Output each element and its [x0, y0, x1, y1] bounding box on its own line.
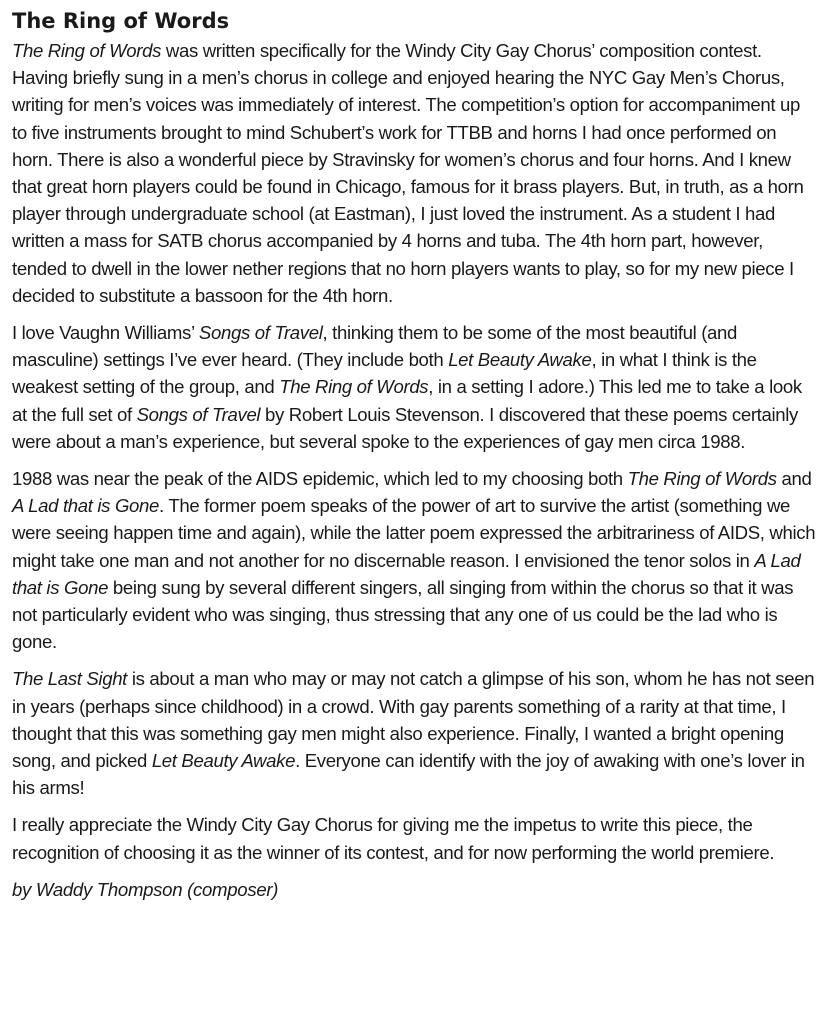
paragraph-2: [12, 319, 818, 455]
text-run: by Robert Louis Stevenson. I discovered that these poems certainly were about a man’s experience, but several spoke to the experiences of gay men circa 1988.: [12, 403, 798, 452]
text-run: . Everyone can identify with the joy of awaking with one’s lover in his arms!: [12, 750, 805, 799]
text-run: 1988 was near the peak of the AIDS epidemic, which led to my choosing both: [12, 468, 628, 490]
text-run: being sung by several different singers, all singing from within the chorus so that it was not particularly evident who was singing, thus stressing that any one of us could be the lad who is gone.: [12, 576, 794, 653]
italic-title-run: A Lad that is Gone: [12, 549, 801, 598]
author-byline: by Waddy Thompson (composer): [12, 878, 279, 900]
italic-title-run: Songs of Travel: [136, 403, 261, 425]
text-run: and: [776, 468, 812, 490]
italic-title-run: The Ring of Words: [12, 40, 162, 61]
text-run: . The former poem speaks of the power of art to survive the artist (something we were seeing happen time and again), while the latter poem expressed the arbitrariness of AIDS, which might take one man and not another for no discernable reason. I envisioned the tenor solos in: [12, 495, 816, 571]
text-run: I really appreciate the Windy City Gay Chorus for giving me the impetus to write this piece, the recognition of choosing it as the winner of its contest, and for now performing the world premiere.: [12, 814, 775, 863]
text-run: , in what I think is the weakest setting of the group, and: [12, 349, 757, 398]
text-run: is about a man who may or may not catch a glimpse of his son, whom he has not seen in years (perhaps since childhood) in a crowd. With gay parents something of a rarity at that time, I thought that this was something gay men might also experience. Finally, I wanted a bright opening song, and picked: [12, 668, 815, 772]
italic-title-run: Let Beauty Awake: [151, 750, 296, 772]
text-run: was written specifically for the Windy City Gay Chorus’ composition contest. Having briefly sung in a men’s chorus in college and enjoyed hearing the NYC Gay Men’s Chorus, writing for men’s voices was immediately of interest. The competition’s option for accompaniment up to five instruments brought to mind Schubert’s work for TTBB and horns I had once performed on horn. There is also a wonderful piece by Stravinsky for women’s chorus and four horns. And I knew that great horn players could be found in Chicago, famous for it brass players. But, in truth, as a horn player through undergraduate school (at Eastman), I just loved the instrument. As a student I had written a mass for SATB chorus accompanied by 4 horns and tuba. The 4th horn part, however, tended to dwell in the lower nether regions that no horn players wants to play, so for my new piece I decided to substitute a bassoon for the 4th horn.: [12, 40, 804, 306]
italic-title-run: The Last Sight: [12, 668, 127, 690]
paragraph-3: [12, 465, 818, 655]
body-text: [12, 37, 818, 866]
italic-title-run: Songs of Travel: [198, 322, 323, 344]
text-run: , thinking them to be some of the most beautiful (and masculine) settings I’ve ever heard. (They include both: [12, 322, 738, 371]
italic-title-run: The Ring of Words: [279, 376, 429, 398]
italic-title-run: Let Beauty Awake: [448, 349, 592, 371]
paragraph-4: [12, 665, 818, 801]
italic-title-run: The Ring of Words: [627, 468, 777, 490]
document-title: The Ring of Words: [12, 9, 230, 33]
text-run: , in a setting I adore.) This led me to take a look at the full set of: [12, 376, 802, 425]
text-run: I love Vaughn Williams’: [12, 322, 199, 344]
italic-title-run: A Lad that is Gone: [12, 495, 160, 517]
paragraph-1: [12, 37, 818, 309]
paragraph-5: [12, 811, 818, 865]
